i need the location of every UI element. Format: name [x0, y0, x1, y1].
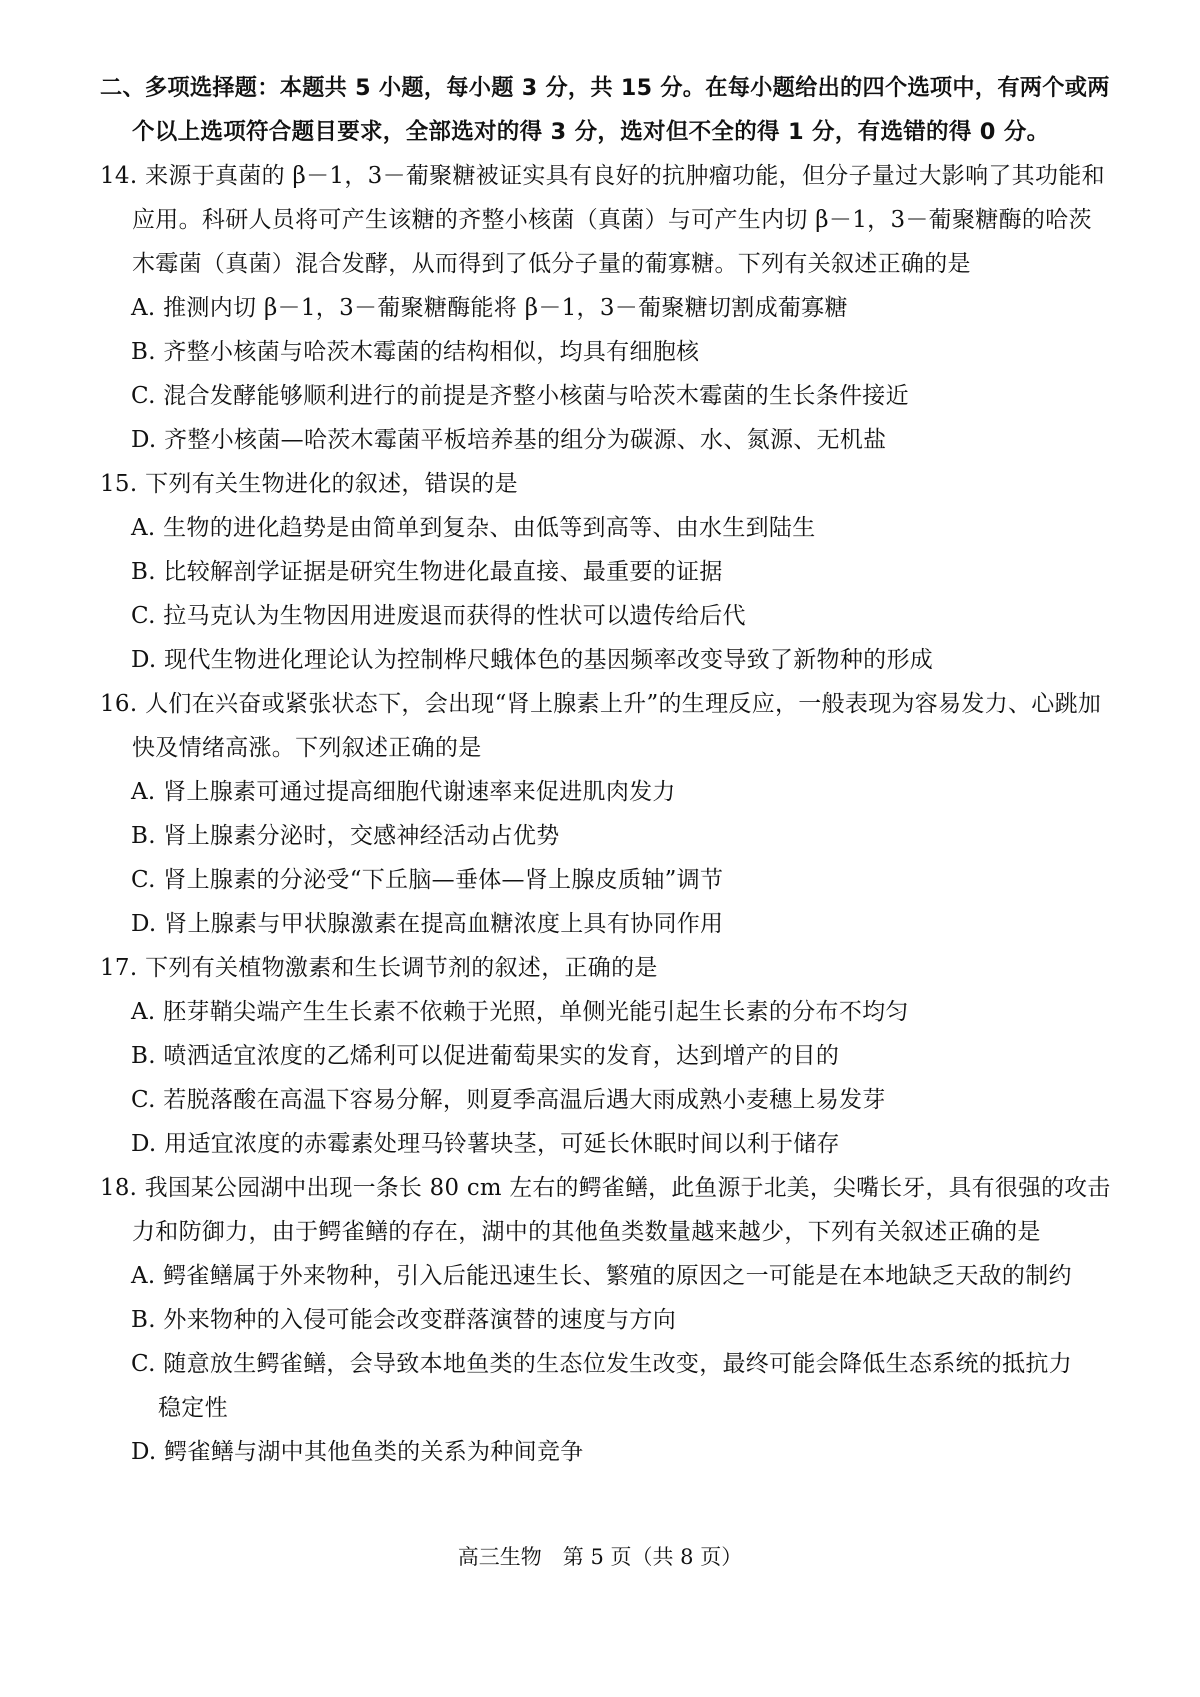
section-instructions-line-2: 个以上选项符合题目要求，全部选对的得 3 分，选对但不全的得 1 分，有选错的得 0 分。: [132, 119, 1050, 145]
question-18-option-c-line-2: 稳定性: [158, 1395, 228, 1421]
question-17-stem: 17. 下列有关植物激素和生长调节剂的叙述，正确的是: [100, 955, 658, 981]
question-15-option-a: A. 生物的进化趋势是由简单到复杂、由低等到高等、由水生到陆生: [131, 515, 816, 541]
question-18-option-d: D. 鳄雀鳝与湖中其他鱼类的关系为种间竞争: [131, 1439, 584, 1465]
question-14-stem-line-3: 木霉菌（真菌）混合发酵，从而得到了低分子量的葡寡糖。下列有关叙述正确的是: [132, 251, 971, 277]
question-14-option-b: B. 齐整小核菌与哈茨木霉菌的结构相似，均具有细胞核: [131, 339, 700, 365]
question-14-stem-line-2: 应用。科研人员将可产生该糖的齐整小核菌（真菌）与可产生内切 β－1，3－葡聚糖酶的哈茨: [132, 207, 1092, 233]
question-15-option-b: B. 比较解剖学证据是研究生物进化最直接、最重要的证据: [131, 559, 723, 585]
question-17-option-c: C. 若脱落酸在高温下容易分解，则夏季高温后遇大雨成熟小麦穗上易发芽: [131, 1087, 886, 1113]
question-15-option-d: D. 现代生物进化理论认为控制桦尺蛾体色的基因频率改变导致了新物种的形成: [131, 647, 934, 673]
question-16-option-c: C. 肾上腺素的分泌受“下丘脑—垂体—肾上腺皮质轴”调节: [131, 867, 724, 893]
question-14-option-a: A. 推测内切 β－1，3－葡聚糖酶能将 β－1，3－葡聚糖切割成葡寡糖: [131, 295, 848, 321]
question-14-stem-line-1: 14. 来源于真菌的 β－1，3－葡聚糖被证实具有良好的抗肿瘤功能，但分子量过大影响了其功能和: [100, 163, 1105, 189]
question-18-option-a: A. 鳄雀鳝属于外来物种，引入后能迅速生长、繁殖的原因之一可能是在本地缺乏天敌的制约: [131, 1263, 1072, 1289]
question-15-stem: 15. 下列有关生物进化的叙述，错误的是: [100, 471, 518, 497]
question-16-stem-line-2: 快及情绪高涨。下列叙述正确的是: [132, 735, 482, 761]
section-instructions-line-1: 二、多项选择题：本题共 5 小题，每小题 3 分，共 15 分。在每小题给出的四个选项中，有两个或两: [100, 75, 1110, 101]
question-17-option-a: A. 胚芽鞘尖端产生生长素不依赖于光照，单侧光能引起生长素的分布不均匀: [131, 999, 909, 1025]
question-16-option-a: A. 肾上腺素可通过提高细胞代谢速率来促进肌肉发力: [131, 779, 676, 805]
question-17-option-b: B. 喷洒适宜浓度的乙烯利可以促进葡萄果实的发育，达到增产的目的: [131, 1043, 840, 1069]
question-18-option-c-line-1: C. 随意放生鳄雀鳝，会导致本地鱼类的生态位发生改变，最终可能会降低生态系统的抵抗力: [131, 1351, 1072, 1377]
question-15-option-c: C. 拉马克认为生物因用进废退而获得的性状可以遗传给后代: [131, 603, 746, 629]
page-footer: 高三生物 第 5 页（共 8 页）: [457, 1545, 743, 1569]
question-18-stem-line-1: 18. 我国某公园湖中出现一条长 80 cm 左右的鳄雀鳝，此鱼源于北美，尖嘴长牙，具有很强的攻击: [100, 1175, 1111, 1201]
question-18-option-b: B. 外来物种的入侵可能会改变群落演替的速度与方向: [131, 1307, 677, 1333]
question-16-stem-line-1: 16. 人们在兴奋或紧张状态下，会出现“肾上腺素上升”的生理反应，一般表现为容易发力、心跳加: [100, 691, 1102, 717]
question-17-option-d: D. 用适宜浓度的赤霉素处理马铃薯块茎，可延长休眠时间以利于储存: [131, 1131, 840, 1157]
question-14-option-d: D. 齐整小核菌—哈茨木霉菌平板培养基的组分为碳源、水、氮源、无机盐: [131, 427, 887, 453]
question-16-option-d: D. 肾上腺素与甲状腺激素在提高血糖浓度上具有协同作用: [131, 911, 724, 937]
question-14-option-c: C. 混合发酵能够顺利进行的前提是齐整小核菌与哈茨木霉菌的生长条件接近: [131, 383, 909, 409]
question-16-option-b: B. 肾上腺素分泌时，交感神经活动占优势: [131, 823, 560, 849]
question-18-stem-line-2: 力和防御力，由于鳄雀鳝的存在，湖中的其他鱼类数量越来越少，下列有关叙述正确的是: [132, 1219, 1041, 1245]
